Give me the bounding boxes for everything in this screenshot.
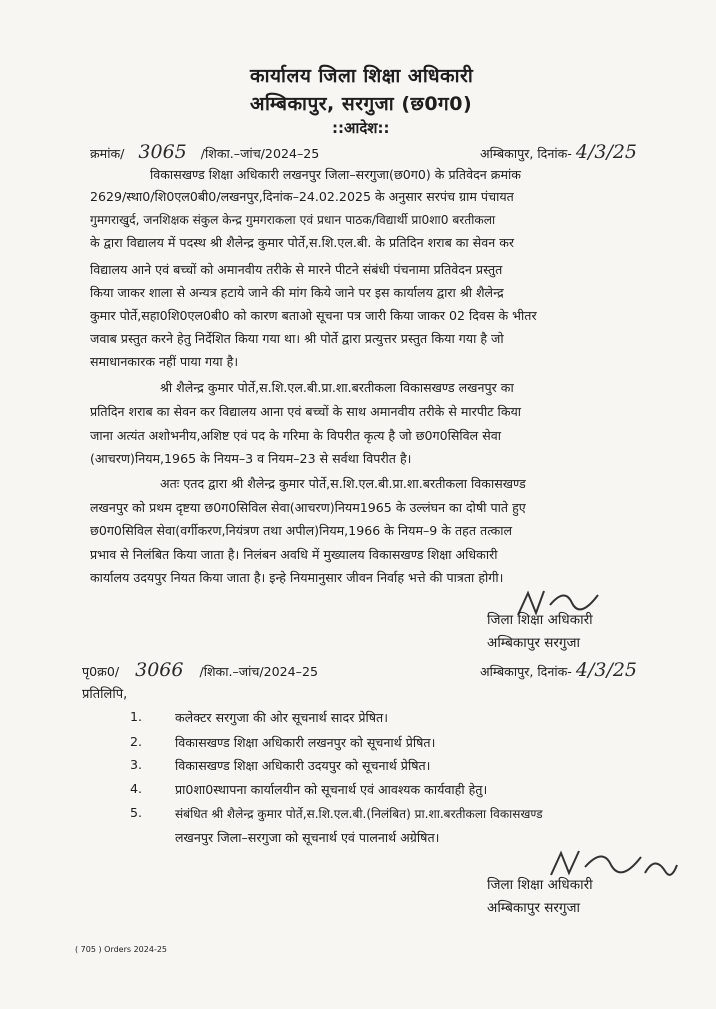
body-line: कुमार पोर्ते,सहा0शि0एल0बी0 को कारण बताओ सूचना पत्र जारी किया जाकर 02 दिवस के भीतर: [90, 308, 537, 323]
body-line: छ0ग0सिविल सेवा(वर्गीकरण,नियंत्रण तथा अपील)नियम,1966 के नियम–9 के तहत तत्काल: [90, 523, 513, 538]
body-line: कार्यालय उदयपुर नियत किया जाता है। इन्हे नियमानुसार जीवन निर्वाह भत्ते की पात्रता होगी।: [90, 570, 504, 585]
copy-place-date-label: अम्बिकापुर, दिनांक-: [480, 664, 572, 679]
copy-item-text: लखनपुर जिला–सरगुजा को सूचनार्थ एवं पालनार्थ अग्रेषित।: [175, 830, 440, 845]
kramank-label: क्रमांक/: [90, 146, 125, 161]
copy-number-row: [82, 659, 318, 681]
copy-item-text: विकासखण्ड शिक्षा अधिकारी लखनपुर को सूचनार्थ प्रेषित।: [175, 735, 436, 750]
copy-date: 4/3/25: [575, 659, 638, 681]
signature1-place: अम्बिकापुर सरगुजा: [487, 635, 581, 651]
signature2-designation: जिला शिक्षा अधिकारी: [487, 877, 593, 893]
body-line: अतः एतद द्वारा श्री शैलेन्द्र कुमार पोर्ते,स.शि.एल.बी.प्रा.शा.बरतीकला विकासखण्ड: [160, 476, 526, 491]
body-line: प्रभाव से निलंबित किया जाता है। निलंबन अवधि में मुख्यालय विकासखण्ड शिक्षा अधिकारी: [90, 547, 498, 562]
copy-item-number: 1.: [130, 709, 143, 724]
copy-item-text: प्रा0शा0स्थापना कार्यालयीन को सूचनार्थ एवं आवश्यक कार्यवाही हेतु।: [175, 782, 488, 797]
copy-item-number: 4.: [130, 781, 143, 796]
office-title: कार्यालय जिला शिक्षा अधिकारी: [250, 65, 474, 87]
body-line: 2629/स्था0/शि0एल0बी0/लखनपुर,दिनांक–24.02.2025 के अनुसार सरपंच ग्राम पंचायत: [90, 189, 514, 204]
copy-item-text: संबंधित श्री शैलेन्द्र कुमार पोर्ते,स.शि.एल.बी.(निलंबित) प्रा.शा.बरतीकला विकासखण्ड: [175, 807, 543, 821]
body-line: गुमगराखुर्द, जनशिक्षक संकुल केन्द्र गुमगराकला एवं प्रधान पाठक/विद्यार्थी प्रा0शा0 बरतीकला: [90, 213, 496, 227]
body-line: जवाब प्रस्तुत करने हेतु निर्देशित किया गया था। श्री पोर्ते द्वारा प्रत्युत्तर प्रस्तुत किया गया है जो: [90, 331, 504, 346]
body-line: विकासखण्ड शिक्षा अधिकारी लखनपुर जिला–सरगुजा(छ0ग0) के प्रतिवेदन क्रमांक: [150, 167, 521, 182]
pr-label: पृ0क्र0/: [82, 664, 120, 679]
kramank-number: 3065: [138, 141, 187, 163]
signature2-place: अम्बिकापुर सरगुजा: [487, 900, 581, 916]
copy-item-number: 3.: [130, 757, 143, 772]
signature1-designation: जिला शिक्षा अधिकारी: [487, 612, 593, 628]
body-line: के द्वारा विद्यालय में पदस्थ श्री शैलेन्द्र कुमार पोर्ते,स.शि.एल.बी. के प्रतिदिन शराब का सेवन कर: [90, 235, 515, 250]
office-place: अम्बिकापुर, सरगुजा (छ0ग0): [250, 93, 473, 115]
pr-rest: /शिका.–जांच/2024–25: [199, 664, 319, 679]
body-line: जाना अत्यंत अशोभनीय,अशिष्ट एवं पद के गरिमा के विपरीत कृत्य है जो छ0ग0सिविल सेवा: [90, 428, 501, 443]
body-line: समाधानकारक नहीं पाया गया है।: [90, 354, 239, 369]
copy-item-number: 5.: [130, 805, 143, 820]
footer-print-ref: ( 705 ) Orders 2024-25: [75, 945, 168, 954]
body-line: लखनपुर को प्रथम दृष्टया छ0ग0सिविल सेवा(आचरण)नियम1965 के उल्लंघन का दोषी पाते हुए: [90, 500, 526, 515]
body-line: (आचरण)नियम,1965 के नियम–3 व नियम–23 से सर्वथा विपरीत है।: [90, 451, 412, 466]
copy-item-text: विकासखण्ड शिक्षा अधिकारी उदयपुर को सूचनार्थ प्रेषित।: [175, 758, 431, 773]
body-line: विद्यालय आने एवं बच्चों को अमानवीय तरीके से मारने पीटने संबंधी पंचनामा प्रतिवेदन प्रस्तुत: [90, 262, 503, 277]
order-place-date: [480, 141, 637, 163]
copy-item-text: कलेक्टर सरगुजा की ओर सूचनार्थ सादर प्रेषित।: [175, 710, 389, 725]
pr-number: 3066: [135, 659, 184, 681]
order-date: 4/3/25: [575, 141, 638, 163]
order-number-row: [90, 141, 319, 163]
pratilipi-label: प्रतिलिपि,: [82, 687, 128, 702]
place-date-label: अम्बिकापुर, दिनांक-: [480, 146, 572, 161]
body-line: श्री शैलेन्द्र कुमार पोर्ते,स.शि.एल.बी.प्रा.शा.बरतीकला विकासखण्ड लखनपुर का: [160, 380, 514, 395]
kramank-rest: /शिका.–जांच/2024–25: [200, 146, 320, 161]
body-line: किया जाकर शाला से अन्यत्र हटाये जाने की मांग किये जाने पर इस कार्यालय द्वारा श्री शैलेन्द्र: [90, 285, 504, 300]
copy-place-date: [480, 659, 637, 681]
body-line: प्रतिदिन शराब का सेवन कर विद्यालय आना एवं बच्चों के साथ अमानवीय तरीके से मारपीट किया: [90, 404, 522, 419]
copy-item-number: 2.: [130, 734, 143, 749]
order-heading: ::आदेश::: [332, 119, 390, 137]
